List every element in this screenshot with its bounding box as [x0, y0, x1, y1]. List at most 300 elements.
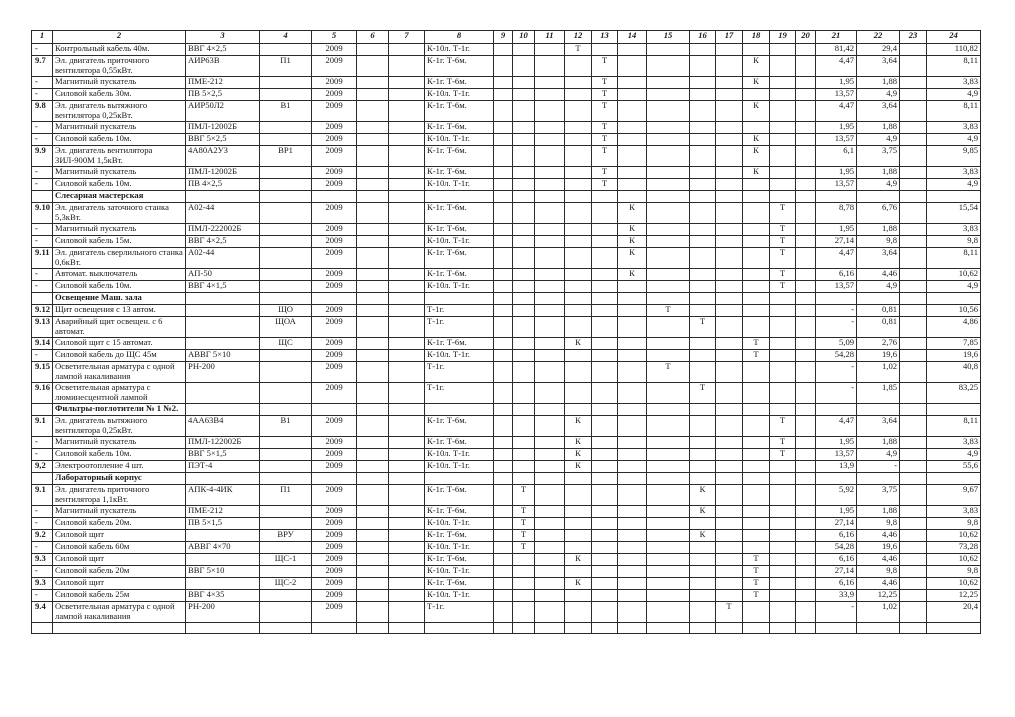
table-cell	[927, 404, 981, 416]
table-cell	[260, 269, 312, 281]
table-cell	[770, 44, 796, 56]
table-cell	[494, 518, 513, 530]
table-cell	[357, 167, 389, 179]
table-cell	[260, 566, 312, 578]
table-cell	[770, 590, 796, 602]
table-cell	[900, 404, 927, 416]
table-cell	[796, 317, 816, 338]
table-cell	[389, 77, 425, 89]
table-cell	[647, 530, 690, 542]
table-cell	[770, 134, 796, 146]
table-cell: 27,14	[816, 518, 857, 530]
table-cell	[565, 281, 592, 293]
item-name-cell: Магнитный пускатель	[53, 506, 186, 518]
table-cell	[513, 566, 535, 578]
table-cell: К-10л. Т-1г.	[425, 236, 494, 248]
table-cell	[513, 350, 535, 362]
table-cell: Т	[592, 77, 618, 89]
table-cell	[513, 77, 535, 89]
table-cell: 2009	[312, 338, 357, 350]
table-cell: ЩОА	[260, 317, 312, 338]
table-cell	[389, 362, 425, 383]
table-cell	[425, 404, 494, 416]
table-cell	[796, 89, 816, 101]
table-cell	[357, 485, 389, 506]
table-cell	[494, 122, 513, 134]
table-cell: Т-1г.	[425, 317, 494, 338]
table-cell	[535, 590, 565, 602]
table-cell	[357, 248, 389, 269]
item-number-cell: 9.7	[32, 56, 53, 77]
table-cell	[494, 437, 513, 449]
table-row	[32, 317, 981, 338]
table-cell: 6,16	[816, 269, 857, 281]
table-cell: 6,16	[816, 578, 857, 590]
table-cell: 5,09	[816, 338, 857, 350]
table-cell	[690, 224, 716, 236]
table-cell: 3,64	[857, 101, 900, 122]
table-cell: 8,11	[927, 416, 981, 437]
table-cell: 6,76	[857, 203, 900, 224]
table-cell	[592, 191, 618, 203]
table-cell	[565, 590, 592, 602]
table-cell	[592, 566, 618, 578]
table-cell: 10,62	[927, 554, 981, 566]
column-number-cell: 6	[357, 31, 389, 44]
table-cell	[900, 236, 927, 248]
table-cell	[647, 602, 690, 623]
table-cell: АИР50Л2	[186, 101, 260, 122]
table-cell: 19,6	[927, 350, 981, 362]
table-cell	[565, 317, 592, 338]
table-cell	[927, 293, 981, 305]
table-cell	[592, 305, 618, 317]
blank-row	[32, 623, 981, 634]
table-cell	[927, 191, 981, 203]
item-name-cell: Эл. двигатель вентилятора ЗИЛ-900М 1,5кВт.	[53, 146, 186, 167]
table-cell	[494, 191, 513, 203]
column-number-cell: 11	[535, 31, 565, 44]
table-cell	[513, 89, 535, 101]
table-cell	[900, 362, 927, 383]
table-cell: П1	[260, 56, 312, 77]
table-cell: 4,9	[927, 89, 981, 101]
table-cell	[513, 248, 535, 269]
table-cell: 9,8	[927, 518, 981, 530]
table-cell: ПМЛ-222002Б	[186, 224, 260, 236]
table-cell	[592, 224, 618, 236]
table-cell	[513, 179, 535, 191]
table-cell: 2009	[312, 77, 357, 89]
table-cell	[357, 305, 389, 317]
table-cell: 2009	[312, 602, 357, 623]
table-cell	[535, 404, 565, 416]
column-number-cell: 7	[389, 31, 425, 44]
table-cell	[312, 191, 357, 203]
table-cell	[357, 44, 389, 56]
table-cell	[389, 473, 425, 485]
table-cell	[565, 236, 592, 248]
table-cell	[647, 590, 690, 602]
table-cell: 2009	[312, 44, 357, 56]
table-cell	[618, 362, 647, 383]
table-cell	[618, 623, 647, 634]
item-name-cell: Магнитный пускатель	[53, 224, 186, 236]
table-cell	[513, 449, 535, 461]
column-number-cell: 13	[592, 31, 618, 44]
table-cell	[690, 449, 716, 461]
table-cell: 2009	[312, 134, 357, 146]
table-cell: 9,8	[927, 236, 981, 248]
table-cell	[690, 122, 716, 134]
table-cell	[592, 350, 618, 362]
table-cell	[494, 101, 513, 122]
table-row	[32, 449, 981, 461]
table-cell: К-10л. Т-1г.	[425, 449, 494, 461]
table-cell: 4,47	[816, 248, 857, 269]
table-cell: 4,9	[927, 449, 981, 461]
item-number-cell: 9.13	[32, 317, 53, 338]
table-cell: К-10л. Т-1г.	[425, 566, 494, 578]
table-cell: 2009	[312, 383, 357, 404]
table-cell	[770, 179, 796, 191]
table-cell: 8,11	[927, 101, 981, 122]
table-cell	[743, 89, 770, 101]
table-cell	[647, 566, 690, 578]
table-cell	[565, 530, 592, 542]
table-cell: К	[565, 437, 592, 449]
table-cell	[565, 179, 592, 191]
table-cell: К	[743, 77, 770, 89]
table-cell	[513, 293, 535, 305]
table-cell	[647, 578, 690, 590]
table-cell	[900, 437, 927, 449]
table-row	[32, 167, 981, 179]
table-cell	[816, 404, 857, 416]
column-number-cell: 19	[770, 31, 796, 44]
column-number-cell: 2	[53, 31, 186, 44]
table-cell	[389, 179, 425, 191]
column-number-cell: 12	[565, 31, 592, 44]
table-cell	[592, 518, 618, 530]
table-cell: Т	[513, 542, 535, 554]
table-cell: -	[816, 602, 857, 623]
table-cell	[357, 578, 389, 590]
table-cell	[260, 383, 312, 404]
table-cell	[513, 338, 535, 350]
table-cell	[535, 56, 565, 77]
table-cell	[565, 485, 592, 506]
table-cell	[535, 485, 565, 506]
table-cell	[389, 590, 425, 602]
item-name-cell: Аварийный щит освещен. с 6 автомат.	[53, 317, 186, 338]
table-cell: 1,88	[857, 437, 900, 449]
table-cell	[494, 449, 513, 461]
table-cell	[535, 623, 565, 634]
table-cell: 4А80А2УЗ	[186, 146, 260, 167]
item-number-cell: 9.14	[32, 338, 53, 350]
table-cell	[796, 461, 816, 473]
table-cell	[716, 566, 743, 578]
table-cell: 1,95	[816, 167, 857, 179]
table-cell: 4,46	[857, 530, 900, 542]
table-cell	[592, 362, 618, 383]
table-cell	[647, 449, 690, 461]
table-cell	[494, 305, 513, 317]
table-cell	[900, 317, 927, 338]
table-row	[32, 461, 981, 473]
table-cell	[535, 530, 565, 542]
table-cell	[647, 248, 690, 269]
table-cell	[389, 461, 425, 473]
item-number-cell: -	[32, 89, 53, 101]
table-cell	[796, 167, 816, 179]
item-number-cell: 9.1	[32, 485, 53, 506]
table-cell	[494, 317, 513, 338]
table-cell	[565, 224, 592, 236]
table-cell	[716, 485, 743, 506]
table-cell: К	[743, 134, 770, 146]
table-cell	[796, 518, 816, 530]
table-cell	[647, 437, 690, 449]
table-cell: Т	[770, 269, 796, 281]
table-cell	[690, 437, 716, 449]
table-cell	[716, 305, 743, 317]
table-row	[32, 134, 981, 146]
table-cell	[357, 89, 389, 101]
table-cell	[260, 506, 312, 518]
table-cell: К	[743, 56, 770, 77]
table-cell	[513, 416, 535, 437]
table-cell: К	[565, 461, 592, 473]
item-name-cell: Электроотопление 4 шт.	[53, 461, 186, 473]
table-cell: РН-200	[186, 362, 260, 383]
table-cell	[900, 530, 927, 542]
table-cell: 4,47	[816, 101, 857, 122]
table-cell: К-10л. Т-1г.	[425, 179, 494, 191]
table-cell: -	[816, 317, 857, 338]
table-cell	[690, 293, 716, 305]
table-cell	[770, 146, 796, 167]
table-cell	[900, 449, 927, 461]
table-cell	[690, 362, 716, 383]
table-cell: Т	[513, 530, 535, 542]
table-cell	[494, 404, 513, 416]
table-cell	[357, 338, 389, 350]
table-cell: К-10л. Т-1г.	[425, 590, 494, 602]
table-cell: К	[565, 578, 592, 590]
section-spacer-cell	[32, 404, 53, 416]
table-cell	[513, 56, 535, 77]
table-cell	[690, 44, 716, 56]
table-cell	[716, 101, 743, 122]
table-cell	[357, 56, 389, 77]
table-cell	[357, 506, 389, 518]
column-number-cell: 17	[716, 31, 743, 44]
item-name-cell: Силовой кабель 10м.	[53, 134, 186, 146]
table-cell	[389, 89, 425, 101]
table-cell	[565, 146, 592, 167]
table-cell: ПЭТ-4	[186, 461, 260, 473]
item-number-cell: 9.9	[32, 146, 53, 167]
table-cell	[618, 485, 647, 506]
table-cell: 1,95	[816, 122, 857, 134]
table-cell	[716, 203, 743, 224]
table-cell	[690, 590, 716, 602]
table-cell	[389, 146, 425, 167]
table-cell	[357, 203, 389, 224]
table-cell	[796, 590, 816, 602]
table-cell	[618, 473, 647, 485]
table-cell	[796, 506, 816, 518]
table-cell: 2009	[312, 203, 357, 224]
table-cell	[535, 77, 565, 89]
table-cell: 3,64	[857, 56, 900, 77]
table-row	[32, 362, 981, 383]
item-name-cell: Эл. двигатель приточного вентилятора 0,55кВт.	[53, 56, 186, 77]
item-number-cell: -	[32, 350, 53, 362]
table-cell: Т	[690, 317, 716, 338]
item-number-cell: 9.15	[32, 362, 53, 383]
table-cell	[260, 473, 312, 485]
table-cell	[494, 542, 513, 554]
table-cell	[592, 236, 618, 248]
table-cell	[770, 623, 796, 634]
item-name-cell: Автомат. выключатель	[53, 269, 186, 281]
table-cell: 3,83	[927, 437, 981, 449]
table-cell: Т	[690, 383, 716, 404]
table-cell	[357, 191, 389, 203]
table-cell	[357, 362, 389, 383]
item-name-cell: Силовой кабель 30м.	[53, 89, 186, 101]
table-cell	[618, 317, 647, 338]
table-cell	[770, 305, 796, 317]
table-cell	[592, 542, 618, 554]
table-cell	[312, 404, 357, 416]
table-cell	[494, 383, 513, 404]
item-number-cell: 9.11	[32, 248, 53, 269]
table-cell: АИР63В	[186, 56, 260, 77]
table-cell: Т	[770, 236, 796, 248]
table-cell	[716, 416, 743, 437]
table-cell	[796, 473, 816, 485]
table-cell	[260, 461, 312, 473]
table-cell	[900, 293, 927, 305]
item-name-cell: Силовой кабель 25м	[53, 590, 186, 602]
table-cell	[690, 602, 716, 623]
table-cell: 3,83	[927, 122, 981, 134]
table-cell	[647, 416, 690, 437]
item-number-cell: -	[32, 179, 53, 191]
table-cell: 2009	[312, 224, 357, 236]
table-cell	[647, 146, 690, 167]
table-row	[32, 530, 981, 542]
table-cell	[535, 578, 565, 590]
table-row	[32, 578, 981, 590]
table-cell	[513, 101, 535, 122]
table-cell: К-1г. Т-6м.	[425, 554, 494, 566]
table-cell	[565, 362, 592, 383]
table-cell	[357, 146, 389, 167]
table-cell	[425, 473, 494, 485]
table-cell	[513, 473, 535, 485]
item-number-cell: 9.10	[32, 203, 53, 224]
table-cell: ПМЛ-12002Б	[186, 167, 260, 179]
table-cell	[513, 317, 535, 338]
table-cell	[565, 248, 592, 269]
table-cell: 2,76	[857, 338, 900, 350]
table-cell: 2009	[312, 461, 357, 473]
table-cell: Т	[513, 485, 535, 506]
item-number-cell: -	[32, 566, 53, 578]
table-cell	[312, 473, 357, 485]
table-cell	[513, 134, 535, 146]
table-row	[32, 506, 981, 518]
table-cell	[900, 623, 927, 634]
table-cell: 1,95	[816, 437, 857, 449]
table-cell	[357, 281, 389, 293]
table-cell	[690, 167, 716, 179]
table-cell	[618, 350, 647, 362]
table-cell	[513, 122, 535, 134]
table-cell	[900, 590, 927, 602]
table-cell: ВВГ 5×1,5	[186, 449, 260, 461]
table-cell: 8,11	[927, 56, 981, 77]
table-cell	[647, 542, 690, 554]
table-row	[32, 305, 981, 317]
column-number-cell: 16	[690, 31, 716, 44]
table-cell: 1,95	[816, 506, 857, 518]
column-number-cell: 4	[260, 31, 312, 44]
table-row	[32, 203, 981, 224]
table-cell	[186, 338, 260, 350]
table-cell: К-10л. Т-1г.	[425, 350, 494, 362]
table-cell	[565, 269, 592, 281]
table-cell	[357, 350, 389, 362]
table-row	[32, 554, 981, 566]
table-cell: К	[690, 506, 716, 518]
table-cell: 4,47	[816, 56, 857, 77]
table-cell: 2009	[312, 236, 357, 248]
table-row	[32, 602, 981, 623]
table-cell: 2009	[312, 146, 357, 167]
maintenance-schedule-table	[31, 30, 981, 634]
table-cell	[186, 554, 260, 566]
table-cell: 1,02	[857, 362, 900, 383]
table-cell	[389, 44, 425, 56]
table-cell	[592, 383, 618, 404]
table-cell	[716, 317, 743, 338]
table-cell	[743, 449, 770, 461]
table-cell	[796, 269, 816, 281]
table-cell	[513, 224, 535, 236]
table-cell	[565, 404, 592, 416]
item-name-cell: Силовой кабель 60м	[53, 542, 186, 554]
table-cell	[389, 449, 425, 461]
table-cell	[186, 383, 260, 404]
column-number-cell: 9	[494, 31, 513, 44]
table-cell	[900, 383, 927, 404]
table-cell: 1,85	[857, 383, 900, 404]
table-cell	[743, 293, 770, 305]
item-name-cell: Щит освещения с 13 автом.	[53, 305, 186, 317]
table-cell	[796, 485, 816, 506]
table-cell: 1,88	[857, 167, 900, 179]
table-cell	[690, 56, 716, 77]
table-cell	[425, 293, 494, 305]
table-cell	[900, 56, 927, 77]
table-cell	[494, 554, 513, 566]
